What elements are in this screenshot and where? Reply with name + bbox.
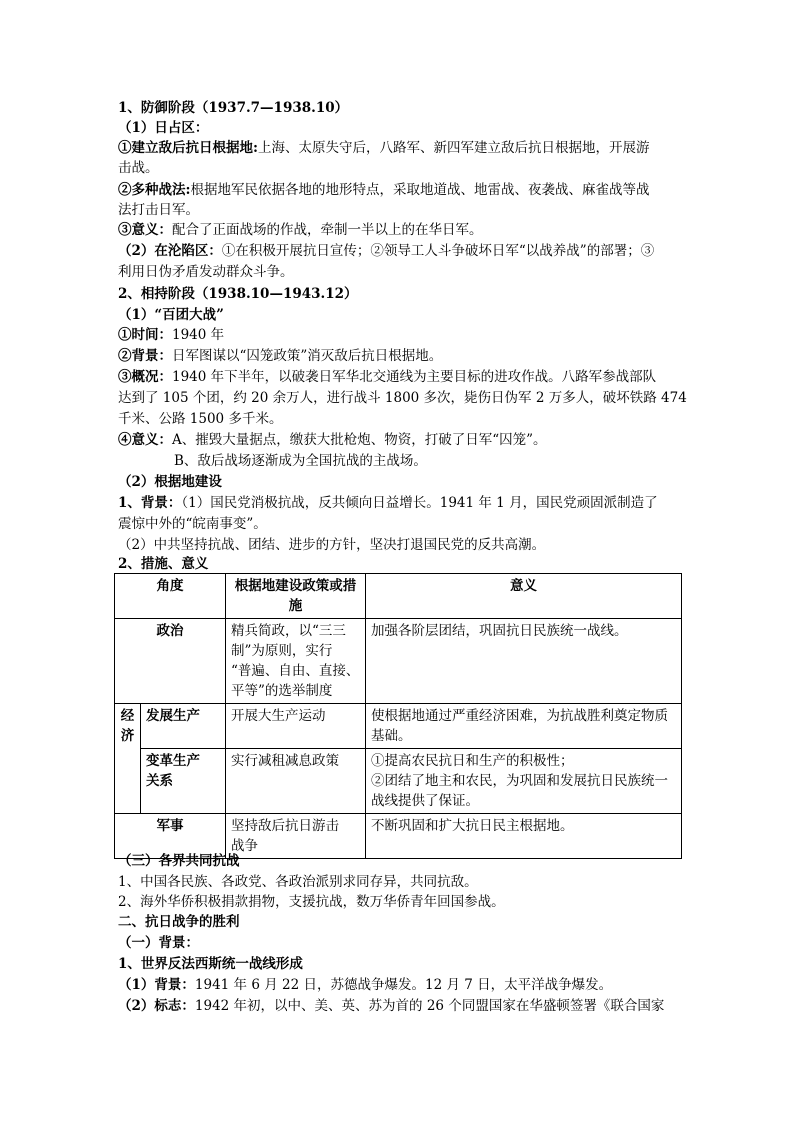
item-line [118,431,547,450]
item-text: 上海、太原失守后，八路军、新四军建立敌后抗日根据地，开展游 [257,140,650,156]
item-label: ①时间： [118,327,172,343]
cell-line: 基础。 [371,728,412,744]
item-label: ③意义： [118,222,172,238]
cell-line: 战线提供了保证。 [371,793,479,809]
sub-heading: 1、世界反法西斯统一战线形成 [118,956,303,972]
item-text: 根据地军民依据各地的地形特点，采取地道战、地雷战、夜袭战、麻雀战等战 [190,182,650,198]
item-continuation: 震惊中外的“皖南事变”。 [118,516,267,532]
section-title: 1、防御阶段（1937.7—1938.10） [118,100,349,116]
item-text: 1941 年 6 月 22 日，苏德战争爆发。12 月 7 日，太平洋战争爆发。 [194,977,613,993]
item-line: 1、中国各民族、各政党、各政治派别求同存异，共同抗敌。 [118,874,478,890]
item-line: （2）中共坚持抗战、团结、进步的方针，坚决打退国民党的反共高潮。 [118,537,546,553]
sub-aspect-cell [141,749,226,814]
cell-line: 战争 [231,838,258,854]
meaning-cell: 不断巩固和扩大抗日民主根据地。 [366,814,682,859]
item-label: （2）在沦陷区： [118,243,222,259]
cell-line: ①提高农民抗日和生产的积极性； [371,753,574,769]
item-text: 1940 年下半年，以破袭日军华北交通线为主要目标的进攻作战。八路军参战部队 [172,369,657,385]
item-label: 1、背景： [118,495,182,511]
table-header-row [115,574,682,619]
item-line [118,976,612,995]
item-line [118,242,654,261]
item-text: （1）国民党消极抗战，反共倾向日益增长。1941 年 1 月，国民党顽固派制造了 [181,495,658,511]
item-line [118,139,649,158]
sub-heading: （1）日占区： [118,120,209,136]
meaning-cell [366,749,682,814]
item-label: ③概况： [118,369,172,385]
cell-line: 济 [120,728,135,744]
measure-cell: 实行减租减息政策 [226,749,366,814]
measure-cell [226,814,366,859]
item-label: ②多种战法: [118,182,191,198]
item-continuation: 法打击日军。 [118,202,199,218]
cell-line: 经 [120,708,135,724]
item-text: 1942 年初，以中、美、英、苏为首的 26 个同盟国家在华盛顿签署《联合国家 [194,998,665,1014]
item-continuation: 千米、公路 1500 多千米。 [118,411,283,427]
aspect-cell: 军事 [115,814,226,859]
meaning-cell [366,704,682,749]
table-row [115,704,682,749]
item-label: ②背景： [118,348,172,364]
sub-heading: （三）各界共同抗战 [118,853,240,869]
table-row [115,619,682,704]
item-label: （2）标志： [118,998,195,1014]
item-label: （1）背景： [118,977,195,993]
cell-line: 坚持敌后抗日游击 [231,818,339,834]
item-label: ④意义： [118,432,172,448]
cell-line: 使根据地通过严重经济困难，为抗战胜利奠定物质 [371,708,668,724]
header-cell: 根据地建设政策或措施 [226,574,366,619]
item-continuation: 利用日伪矛盾发动群众斗争。 [118,264,294,280]
header-cell: 意义 [366,574,682,619]
cell-line: ②团结了地主和农民，为巩固和发展抗日民族统一 [371,773,668,789]
item-text: 日军图谋以“囚笼政策”消灭敌后抗日根据地。 [172,348,443,364]
item-line: 2、海外华侨积极捐款捐物，支援抗战，数万华侨青年回国参战。 [118,894,505,910]
item-text: 1940 年 [172,327,225,343]
cell-line: “普遍、自由、直接、 [231,663,360,679]
measure-cell [226,619,366,704]
aspect-cell: 政治 [115,619,226,704]
item-text: 配合了正面战场的作战，牵制一半以上的在华日军。 [172,222,483,238]
measures-table [114,573,682,859]
section-title: 二、抗日战争的胜利 [118,914,240,930]
item-line [118,368,656,387]
section-title: 2、相持阶段（1938.10—1943.12） [118,286,358,302]
item-text: A、摧毁大量据点，缴获大批枪炮、物资，打破了日军“囚笼”。 [172,432,547,448]
item-line [118,997,664,1016]
item-continuation: 击战。 [118,160,159,176]
sub-heading: （1）“百团大战” [118,307,224,323]
item-line [118,347,442,366]
measure-cell: 开展大生产运动 [226,704,366,749]
item-line [118,181,649,200]
header-cell: 角度 [115,574,226,619]
item-continuation: 达到了 105 个团，约 20 余万人，进行战斗 1800 多次，毙伤日伪军 2 万多人，破坏铁路 474 [118,390,687,406]
cell-line: 精兵简政，以“三三 [231,623,346,639]
item-line [118,221,483,240]
sub-heading: 2、措施、意义 [118,556,209,572]
sub-aspect-cell: 发展生产 [141,704,226,749]
item-line [118,494,658,513]
item-line [118,326,224,345]
item-continuation: B、敌后战场逐渐成为全国抗战的主战场。 [174,453,427,469]
table-row [115,749,682,814]
sub-heading: （一）背景： [118,935,199,951]
item-label: ①建立敌后抗日根据地: [118,140,258,156]
item-text: ①在积极开展抗日宣传；②领导工人斗争破坏日军“以战养战”的部署；③ [221,243,655,259]
cell-line: 制”为原则，实行 [231,643,333,659]
cell-line: 关系 [146,773,173,789]
cell-line: 平等”的选举制度 [231,683,333,699]
cell-line: 变革生产 [146,753,200,769]
sub-heading: （2）根据地建设 [118,474,222,490]
meaning-cell: 加强各阶层团结，巩固抗日民族统一战线。 [366,619,682,704]
aspect-cell [115,704,141,814]
